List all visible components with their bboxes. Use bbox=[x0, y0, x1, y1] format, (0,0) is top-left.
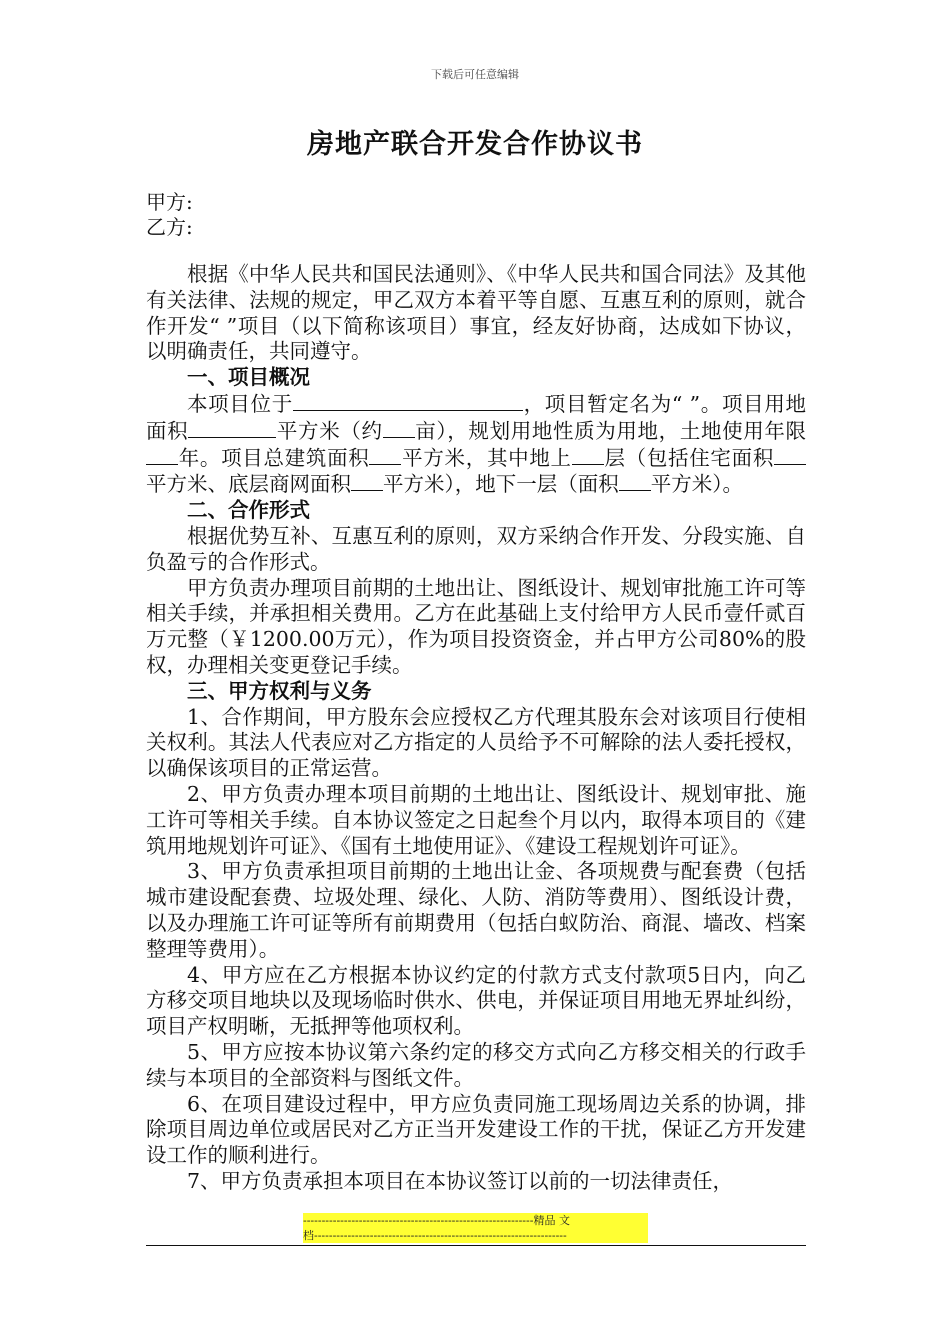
section-3-item: 4、甲方应在乙方根据本协议约定的付款方式支付款项5日内，向乙方移交项目地块以及现场临时供水、供电，并保证项目用地无界址纠纷，项目产权明晰，无抵押等他项权利。 bbox=[146, 962, 806, 1039]
section-3-item: 5、甲方应按本协议第六条约定的移交方式向乙方移交相关的行政手续与本项目的全部资料与图纸文件。 bbox=[146, 1039, 806, 1090]
section-3-item: 7、甲方负责承担本项目在本协议签订以前的一切法律责任， bbox=[187, 1168, 734, 1193]
section-2-paragraph-2: 甲方负责办理项目前期的土地出让、图纸设计、规划审批施工许可等相关手续，并承担相关费用。乙方在此基础上支付给甲方人民币壹仟贰百万元整（￥1200.00万元），作为项目投资资金，并占甲方公司80%的股权，办理相关变更登记手续。 bbox=[146, 575, 806, 677]
residential-area-blank bbox=[774, 445, 806, 465]
document-body bbox=[146, 262, 806, 1195]
section-1-paragraph: 本项目位于 ，项目暂定名为“ ”。项目用地面积 平方米（约 亩），规划用地性质为用地，土地使用年限年。项目总建筑面积 平方米，其中地上 层（包括住宅面积平方米、底层商网面积 平方米），地下一层（面积 平方米）。 bbox=[146, 391, 807, 497]
section-3-item: 6、在项目建设过程中，甲方应负责同施工现场周边关系的协调，排除项目周边单位或居民对乙方正当开发建设工作的干扰，保证乙方开发建设工作的顺利进行。 bbox=[146, 1091, 806, 1168]
parties-block bbox=[146, 190, 193, 240]
intro-paragraph: 根据《中华人民共和国民法通则》、《中华人民共和国合同法》及其他有关法律、法规的规定，甲乙双方本着平等自愿、互惠互利的原则，就合作开发“ ”项目（以下简称该项目）事宜，经友好协商，达成如下协议，以明确责任，共同遵守。 bbox=[146, 262, 806, 364]
section-2-paragraph-1: 根据优势互补、互惠互利的原则，双方采纳合作开发、分段实施、自负盈亏的合作形式。 bbox=[146, 523, 806, 574]
party-a-label: 甲方: bbox=[146, 190, 193, 214]
location-blank bbox=[293, 391, 523, 411]
commercial-area-blank bbox=[351, 471, 383, 491]
total-area-blank bbox=[369, 445, 401, 465]
party-b-label: 乙方: bbox=[146, 215, 193, 239]
section-3-item: 1、合作期间，甲方股东会应授权乙方代理其股东会对该项目行使相关权利。其法人代表应对乙方指定的人员给予不可解除的法人委托授权，以确保该项目的正常运营。 bbox=[146, 704, 806, 781]
section-3-heading: 三、甲方权利与义务 bbox=[187, 678, 372, 703]
footer-watermark bbox=[303, 1213, 648, 1243]
footer-line-2: 档-------------------------------------------------------------------- bbox=[303, 1229, 567, 1242]
section-3-item: 3、甲方负责承担项目前期的土地出让金、各项规费与配套费（包括城市建设配套费、垃圾处理、绿化、人防、消防等费用）、图纸设计费，以及办理施工许可证等所有前期费用（包括白蚁防治、商混、墙改、档案整理等费用）。 bbox=[146, 859, 806, 961]
header-note: 下载后可任意编辑 bbox=[431, 68, 519, 81]
floors-blank bbox=[572, 445, 604, 465]
section-2-heading: 二、合作形式 bbox=[187, 498, 310, 523]
footer-rule bbox=[146, 1245, 806, 1246]
document-title: 房地产联合开发合作协议书 bbox=[307, 129, 643, 160]
term-blank bbox=[146, 445, 178, 465]
section-3-item: 2、甲方负责办理本项目前期的土地出让、图纸设计、规划审批、施工许可等相关手续。自本协议签定之日起叁个月以内，取得本项目的《建筑用地规划许可证》、《国有土地使用证》、《建设工程规划许可证》。 bbox=[146, 781, 806, 858]
mu-blank bbox=[383, 418, 415, 438]
section-1-heading: 一、项目概况 bbox=[187, 365, 310, 390]
land-area-blank bbox=[188, 418, 276, 438]
basement-area-blank bbox=[619, 471, 651, 491]
footer-line-1: --------------------------------------------------------------精品 文 bbox=[303, 1214, 570, 1227]
